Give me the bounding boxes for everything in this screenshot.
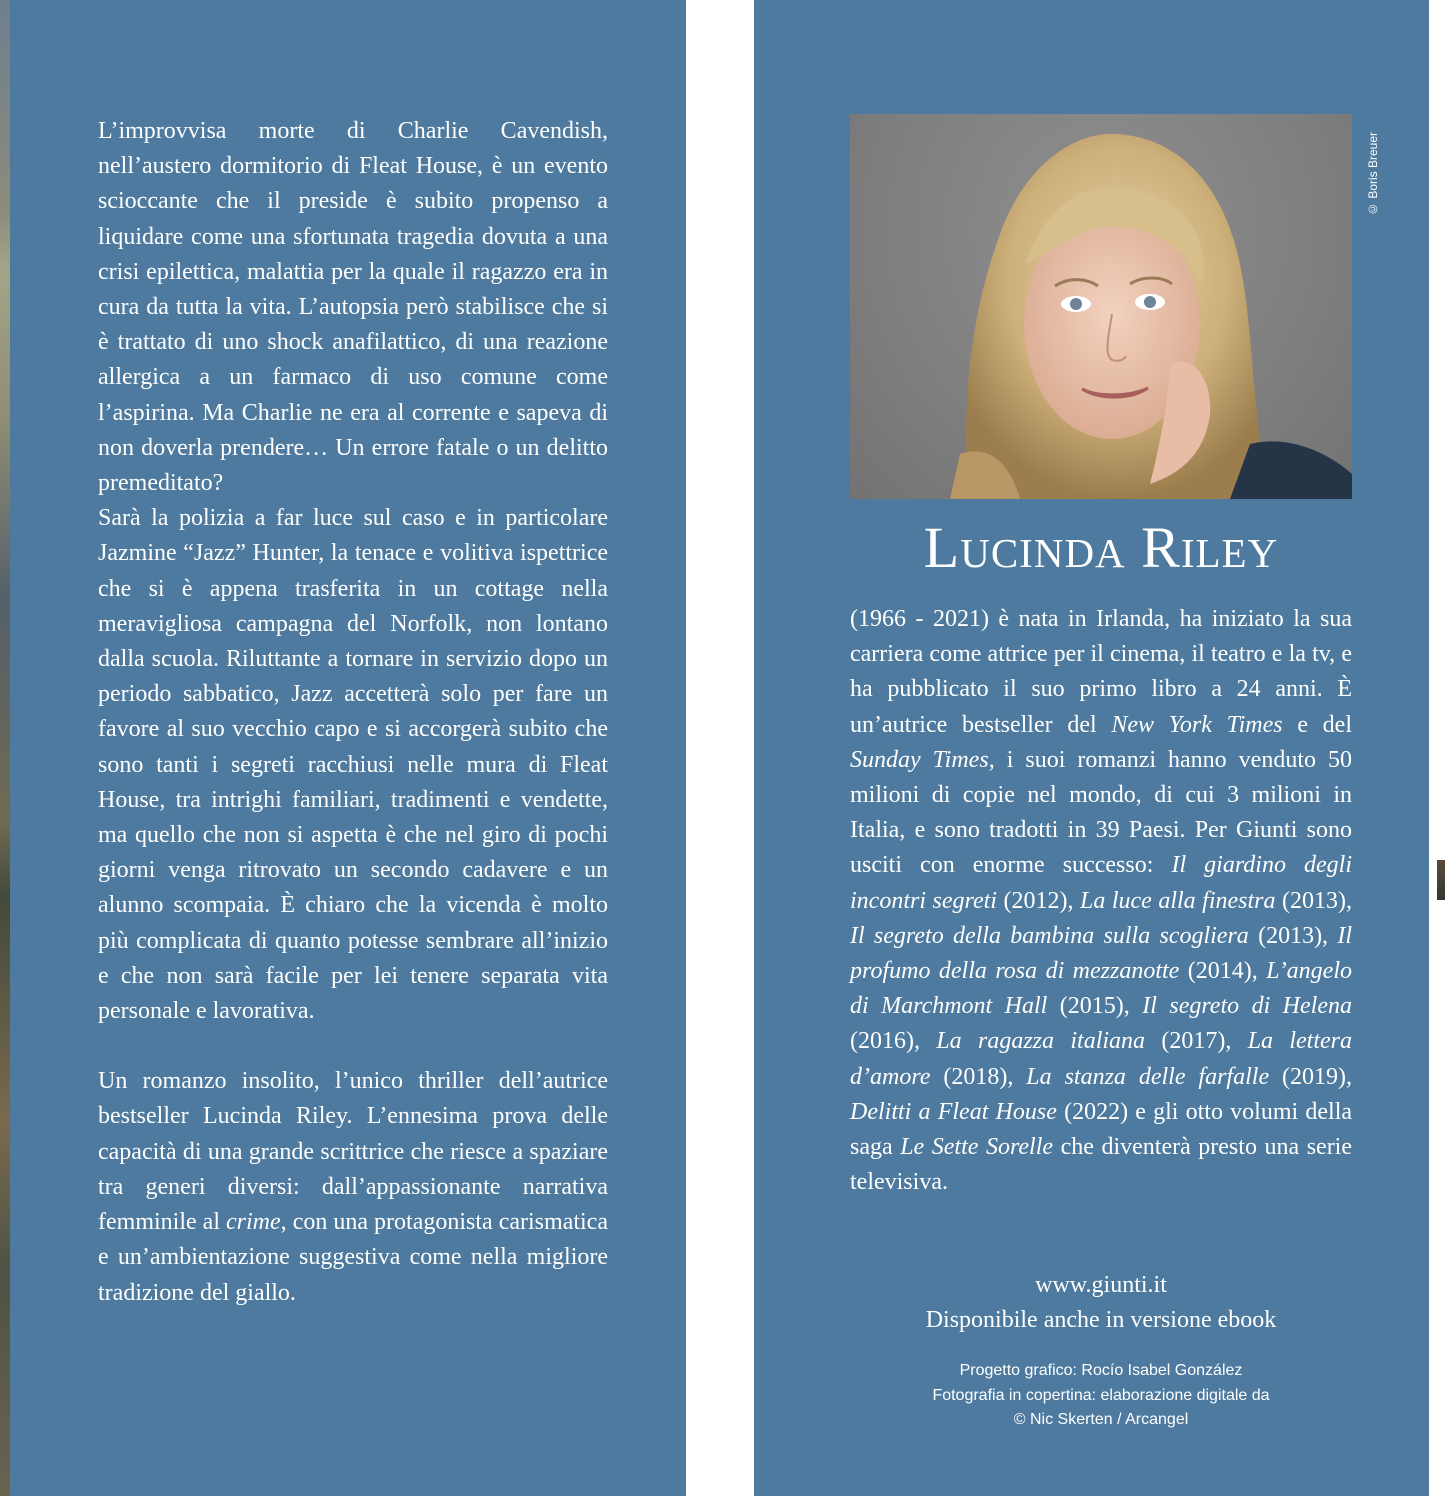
bio-text: (2022) e gli otto volumi della saga bbox=[850, 1098, 1353, 1161]
bio-text: (2016), bbox=[850, 1028, 937, 1055]
bio-text: e del bbox=[1282, 711, 1352, 738]
design-credit: Progetto grafico: Rocío Isabel González bbox=[959, 1362, 1243, 1379]
synopsis-p3-text-b: , con una protagonista carismatica e un’ambientazione suggestiva come nella migliore tradizione del giallo. bbox=[98, 1209, 608, 1306]
fold-gutter bbox=[686, 0, 754, 1496]
synopsis-p3-italic: crime bbox=[226, 1209, 281, 1236]
author-portrait-illustration bbox=[850, 114, 1352, 499]
bio-title-italic: La ragazza italiana bbox=[936, 1028, 1146, 1055]
front-cover-edge bbox=[0, 0, 10, 1496]
author-photo bbox=[850, 114, 1352, 499]
bio-text: (2014), bbox=[1179, 958, 1267, 985]
bio-title-italic: New York Times bbox=[1111, 711, 1283, 738]
publisher-website-link[interactable]: www.giunti.it bbox=[1035, 1272, 1167, 1298]
back-cover-edge bbox=[1429, 0, 1445, 1496]
synopsis-paragraph-2: Sarà la polizia a far luce sul caso e in particolare Jazmine “Jazz” Hunter, la tenace e volitiva ispettrice che si è appena trasferita in un cottage nella meravigliosa campagna del Norfolk, non lontano dalla scuola. Riluttante a tornare in servizio dopo un periodo sabbatico, Jazz accetterà solo per fare un favore al suo vecchio capo e si accorgerà subito che sono tanti i segreti racchiusi nelle mura di Fleat House, tra intrighi familiari, tradimenti e vendette, ma quello che non si aspetta è che nel giro di pochi giorni venga ritrovato un secondo cadavere e un alunno scompaia. È chiaro che la vicenda è molto più complicata di quanto potesse sembrare all’inizio e che non sarà facile per lei tenere separata vita personale e lavorativa. bbox=[98, 505, 608, 1025]
author-bio-paragraph bbox=[850, 602, 1352, 1200]
synopsis-p3-text-a: Un romanzo insolito, l’unico thriller dell’autrice bestseller Lucinda Riley. L’ennesima prova delle capacità di una grande scrittrice che riesce a spaziare tra generi diversi: dall’appassionante narrativa femminile al bbox=[98, 1068, 608, 1236]
bio-text: , i suoi romanzi hanno venduto 50 milioni di copie nel mondo, di cui 3 milioni in Italia, e sono tradotti in 39 Paesi. Per Giunti sono usciti con enorme successo: bbox=[850, 746, 1353, 879]
bio-text: che diventerà presto una serie televisiva. bbox=[850, 1134, 1352, 1196]
back-flap-panel bbox=[10, 0, 686, 1496]
cover-photo-credit-line-2: © Nic Skerten / Arcangel bbox=[1013, 1411, 1189, 1428]
publisher-info bbox=[850, 1268, 1352, 1338]
bio-title-italic: Il segreto di Helena bbox=[1142, 993, 1352, 1020]
bio-text: (2013), bbox=[1248, 922, 1338, 949]
bio-text: (2019), bbox=[1269, 1063, 1353, 1090]
bio-title-italic: Il profumo della rosa di mezzanotte bbox=[850, 922, 1353, 985]
bio-text: (2013), bbox=[1275, 887, 1353, 914]
ebook-note: Disponibile anche in versione ebook bbox=[925, 1307, 1277, 1333]
bio-title-italic: Delitti a Fleat House bbox=[850, 1098, 1057, 1125]
bio-title-italic: Il giardino degli incontri segreti bbox=[850, 852, 1353, 914]
bio-title-italic: Sunday Times bbox=[850, 746, 989, 773]
synopsis bbox=[98, 114, 608, 1311]
synopsis-paragraph-1: L’improvvisa morte di Charlie Cavendish, nell’austero dormitorio di Fleat House, è un evento scioccante che il preside è subito propenso a liquidare come una sfortunata tragedia dovuta a una crisi epilettica, malattia per la quale il ragazzo era in cura da tutta la vita. L’autopsia però stabilisce che si è trattato di uno shock anafilattico, di una reazione allergica a un farmaco di uso comune come l’aspirina. Ma Charlie ne era al corrente e sapeva di non doverla prendere… Un errore fatale o un delitto premeditato? bbox=[98, 118, 608, 497]
bio-text: (2015), bbox=[1047, 993, 1143, 1020]
cover-photo-credit-line-1: Fotografia in copertina: elaborazione digitale da bbox=[932, 1386, 1270, 1404]
photo-credit: © Boris Breuer bbox=[1366, 131, 1380, 216]
bio-title-italic: La stanza delle farfalle bbox=[1026, 1063, 1270, 1090]
bio-text: (1966 - 2021) è nata in Irlanda, ha iniziato la sua carriera come attrice per il cinema, il teatro e la tv, e ha pubblicato il suo primo libro a 24 anni. È un’autrice bestseller del bbox=[850, 606, 1352, 738]
bio-text: (2012), bbox=[996, 887, 1080, 914]
bio-text: (2018), bbox=[930, 1063, 1027, 1090]
bio-title-italic: Il segreto della bambina sulla scogliera bbox=[850, 922, 1249, 949]
design-credits bbox=[850, 1359, 1352, 1433]
bio-text: (2017), bbox=[1145, 1028, 1248, 1055]
bio-title-italic: La luce alla finestra bbox=[1079, 887, 1276, 914]
author-name: Lucinda Riley bbox=[923, 515, 1279, 580]
bio-title-italic: Le Sette Sorelle bbox=[900, 1134, 1054, 1161]
synopsis-paragraph-3 bbox=[98, 1064, 608, 1310]
author-bio bbox=[850, 602, 1352, 1200]
author-flap-panel bbox=[754, 0, 1429, 1496]
bio-title-italic: L’angelo di Marchmont Hall bbox=[850, 958, 1353, 1020]
bio-title-italic: La lettera d’amore bbox=[850, 1028, 1353, 1090]
